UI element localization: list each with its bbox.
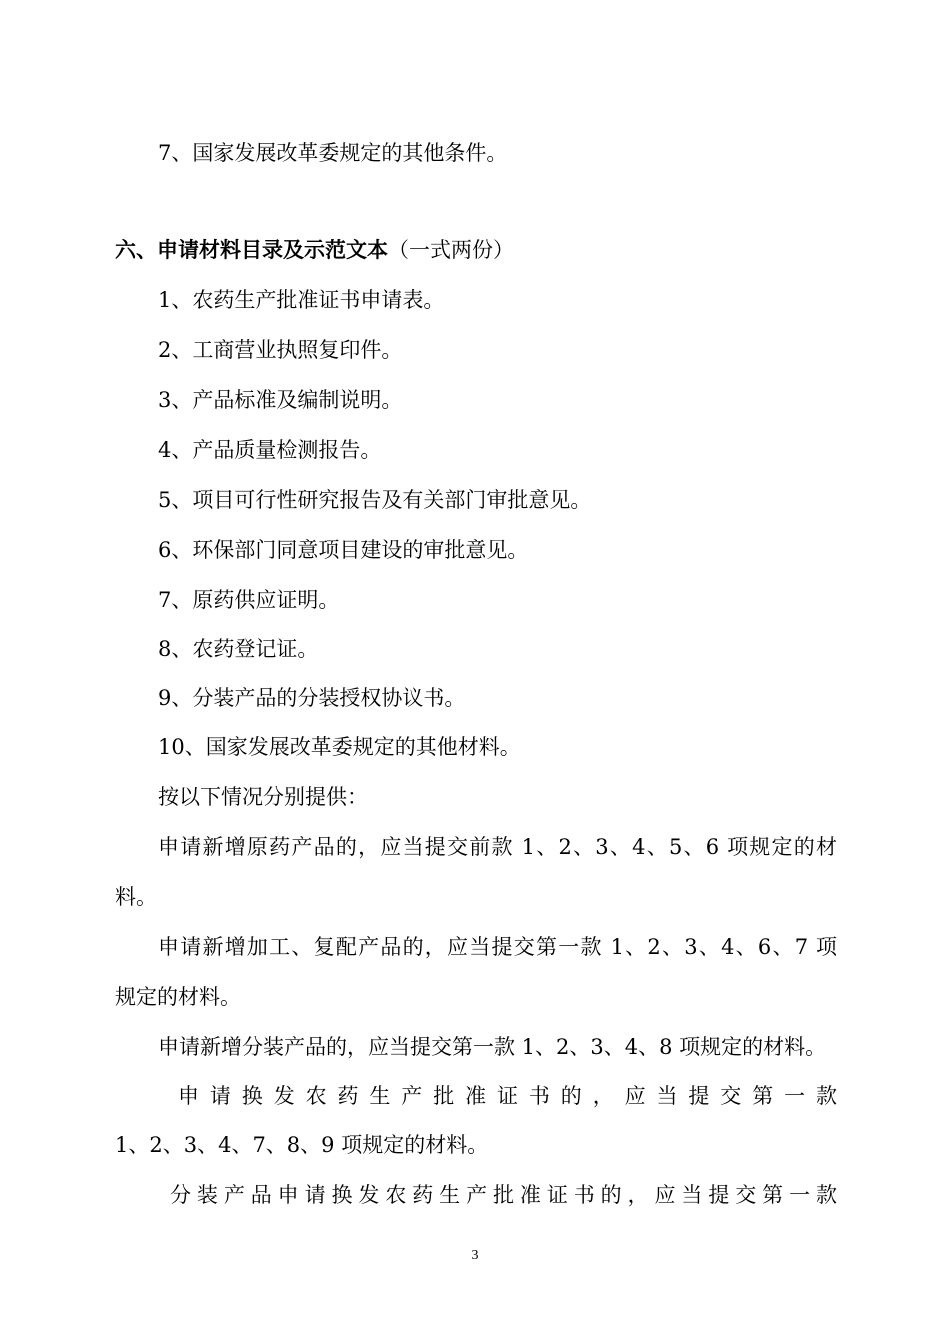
list-item: 8、农药登记证。 bbox=[158, 637, 319, 661]
paragraph-2-line-2: 规定的材料。 bbox=[115, 985, 241, 1009]
page-number: 3 bbox=[471, 1248, 479, 1263]
list-item: 2、工商营业执照复印件。 bbox=[158, 338, 403, 362]
paragraph-5-line-1: 分装产品申请换发农药生产批准证书的，应当提交第一款 bbox=[170, 1183, 837, 1207]
paragraph-4-line-2: 1、2、3、4、7、8、9 项规定的材料。 bbox=[115, 1133, 489, 1157]
section-heading-title: 六、申请材料目录及示范文本 bbox=[115, 237, 388, 262]
list-item: 4、产品质量检测报告。 bbox=[158, 438, 382, 462]
paragraph-4-line-1: 申请换发农药生产批准证书的，应当提交第一款 bbox=[178, 1084, 837, 1108]
section-heading-note: （一式两份） bbox=[388, 238, 514, 262]
section-heading bbox=[115, 236, 514, 264]
paragraph-1-line-2: 料。 bbox=[115, 885, 157, 909]
paragraph-2-line-1: 申请新增加工、复配产品的，应当提交第一款 1、2、3、4、6、7 项 bbox=[158, 935, 837, 959]
list-item: 1、农药生产批准证书申请表。 bbox=[158, 288, 445, 312]
list-item: 9、分装产品的分装授权协议书。 bbox=[158, 686, 466, 710]
list-item: 10、国家发展改革委规定的其他材料。 bbox=[158, 735, 521, 759]
intro-text: 按以下情况分别提供： bbox=[158, 785, 368, 809]
list-item: 3、产品标准及编制说明。 bbox=[158, 388, 403, 412]
list-item: 5、项目可行性研究报告及有关部门审批意见。 bbox=[158, 488, 592, 512]
list-item: 6、环保部门同意项目建设的审批意见。 bbox=[158, 538, 529, 562]
paragraph-3-line-1: 申请新增分装产品的，应当提交第一款 1、2、3、4、8 项规定的材料。 bbox=[158, 1035, 827, 1059]
paragraph-1-line-1: 申请新增原药产品的，应当提交前款 1、2、3、4、5、6 项规定的材 bbox=[158, 835, 837, 859]
list-item-prev-7: 7、国家发展改革委规定的其他条件。 bbox=[158, 141, 508, 165]
list-item: 7、原药供应证明。 bbox=[158, 588, 340, 612]
